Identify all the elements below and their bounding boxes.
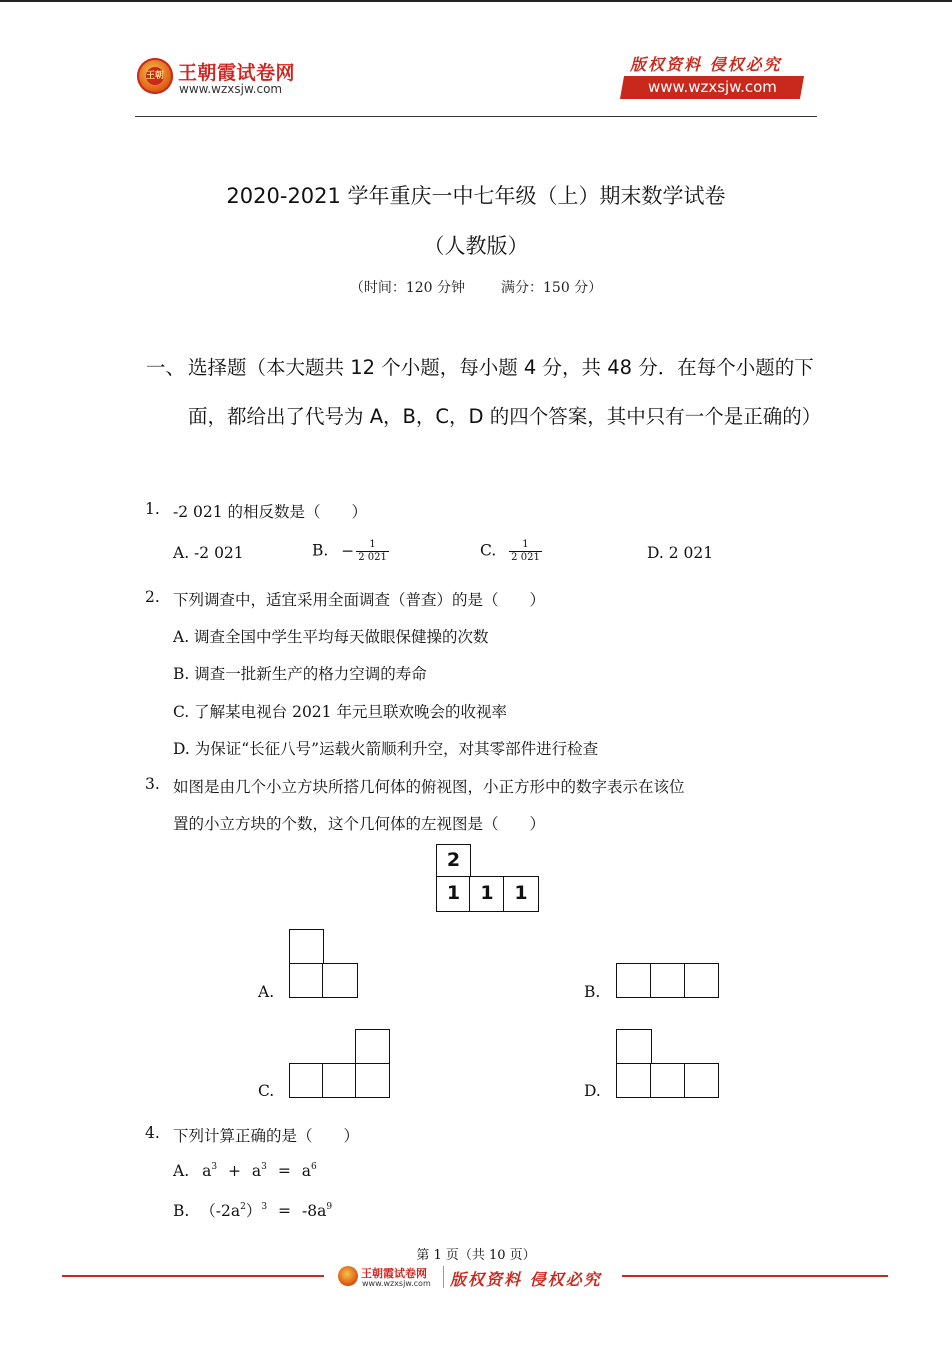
- q3-grid-cell-bottom-1: 1: [436, 876, 471, 912]
- q2-option-d: D. 为保证“长征八号”运载火箭顺利升空，对其零部件进行检查: [173, 740, 599, 758]
- q4-a-equals: =: [277, 1162, 291, 1180]
- q3-option-b-cell: [684, 963, 719, 998]
- exam-time: （时间：120 分钟: [349, 280, 465, 296]
- header-divider: [135, 116, 817, 117]
- q4-b-lhs-exp: 2: [240, 1202, 246, 1212]
- section-number: 一、: [146, 356, 186, 379]
- q1-option-c-label: C.: [480, 541, 497, 560]
- q1-option-b-fraction: [356, 539, 389, 564]
- q1-option-c-fraction: [509, 539, 542, 564]
- q4-a-term2: a: [251, 1162, 262, 1180]
- q3-number: 3.: [145, 775, 160, 793]
- exam-meta: [0, 277, 952, 297]
- q4-b-result: -8a: [301, 1202, 327, 1220]
- q4-option-a-label: A.: [173, 1162, 190, 1180]
- brand-name: 王朝霞试卷网: [178, 62, 296, 84]
- q4-option-a: [173, 1162, 317, 1180]
- footer-logo-icon: [338, 1266, 358, 1286]
- q1-option-c-numerator: 1: [522, 539, 529, 550]
- q3-option-d-cell: [650, 1063, 686, 1098]
- exam-edition: （人教版）: [423, 234, 529, 258]
- q3-grid-cell-bottom-3: 1: [503, 876, 539, 912]
- footer-brand-url: www.wzxsjw.com: [362, 1279, 431, 1288]
- url-banner-text: www.wzxsjw.com: [647, 78, 777, 96]
- brand-logo-icon: [137, 58, 173, 94]
- exam-score: 满分：150 分）: [501, 280, 603, 296]
- q1-option-b-numerator: 1: [369, 539, 376, 550]
- q3-stem-line2: 置的小立方块的个数，这个几何体的左视图是（ ）: [173, 815, 546, 833]
- q1-number: 1.: [145, 500, 160, 518]
- q3-option-d-cell: [616, 1063, 652, 1098]
- q1-stem: -2 021 的相反数是（ ）: [173, 503, 368, 521]
- q2-option-c: C. 了解某电视台 2021 年元旦联欢晚会的收视率: [173, 703, 507, 721]
- q1-option-b: [312, 539, 389, 564]
- q3-option-a-cell: [322, 963, 358, 998]
- q3-option-d-label: D.: [584, 1082, 601, 1100]
- q3-option-b-cell: [650, 963, 686, 998]
- q3-option-c-label: C.: [258, 1082, 275, 1100]
- q4-a-exp1: 3: [211, 1162, 218, 1172]
- q2-option-a: A. 调查全国中学生平均每天做眼保健操的次数: [173, 628, 489, 646]
- q4-b-close: ）: [245, 1202, 262, 1220]
- q3-option-b-cell: [616, 963, 652, 998]
- footer-separator: [443, 1266, 444, 1288]
- url-banner[interactable]: [620, 76, 804, 99]
- q3-grid-cell-bottom-2: 1: [469, 876, 505, 912]
- q3-option-c-cell: [322, 1063, 357, 1098]
- page-number: 第 1 页（共 10 页）: [416, 1248, 536, 1263]
- q3-stem-line1: 如图是由几个小立方块所搭几何体的俯视图，小正方形中的数字表示在该位: [173, 778, 685, 796]
- q1-option-d: D. 2 021: [647, 544, 714, 562]
- q4-a-term1: a: [202, 1162, 212, 1180]
- section-heading: [146, 343, 822, 441]
- q4-stem: 下列计算正确的是（ ）: [173, 1127, 360, 1145]
- q4-option-b-label: B.: [173, 1202, 190, 1220]
- q4-a-result: a: [301, 1162, 312, 1180]
- q3-grid-cell-top: 2: [436, 844, 471, 878]
- q3-option-a-label: A.: [258, 983, 275, 1001]
- q3-option-d-cell: [684, 1063, 719, 1098]
- q3-option-a-cell: [289, 929, 324, 965]
- q4-a-plus: +: [227, 1162, 241, 1180]
- q2-option-b: B. 调查一批新生产的格力空调的寿命: [173, 665, 427, 683]
- q3-option-c-cell: [289, 1063, 324, 1098]
- q2-number: 2.: [145, 588, 160, 606]
- q1-option-b-label: B.: [312, 541, 329, 560]
- q4-b-equals: =: [278, 1202, 292, 1220]
- section-instructions: 选择题（本大题共 12 个小题，每小题 4 分，共 48 分．在每个小题的下面，都给出了代号为 A，B，C，D 的四个答案，其中只有一个是正确的）: [188, 356, 822, 428]
- q3-option-a-cell: [289, 963, 324, 998]
- q4-number: 4.: [145, 1124, 160, 1142]
- q4-a-exp2: 3: [261, 1162, 267, 1172]
- q1-option-c-denominator: 2 021: [511, 552, 540, 563]
- q4-b-outer-exp: 3: [261, 1202, 268, 1212]
- q3-option-d-cell: [616, 1029, 652, 1065]
- page-top-border: [0, 0, 952, 2]
- q1-option-a: A. -2 021: [173, 544, 244, 562]
- exam-title: 2020-2021 学年重庆一中七年级（上）期末数学试卷: [226, 184, 726, 208]
- footer-brand-name: 王朝霞试卷网: [361, 1267, 427, 1280]
- q1-option-b-denominator: 2 021: [358, 552, 387, 563]
- footer-copyright: 版权资料 侵权必究: [450, 1270, 602, 1289]
- footer-rule-right: [622, 1275, 888, 1277]
- q4-a-result-exp: 6: [311, 1162, 317, 1172]
- q1-option-c: [480, 539, 542, 564]
- q2-stem: 下列调查中，适宜采用全面调查（普查）的是（ ）: [173, 591, 546, 609]
- q4-option-b: [173, 1199, 332, 1221]
- q3-option-c-cell: [355, 1063, 390, 1098]
- copyright-notice: 版权资料 侵权必究: [630, 55, 782, 74]
- q4-b-result-exp: 9: [326, 1202, 333, 1212]
- brand-url: www.wzxsjw.com: [179, 82, 283, 96]
- q4-b-lhs: （-2a: [200, 1202, 241, 1220]
- q1-option-b-sign: −: [341, 541, 355, 560]
- q3-option-c-cell: [355, 1029, 390, 1065]
- logo-badge-text: 王朝: [146, 67, 164, 85]
- footer-rule-left: [62, 1275, 324, 1277]
- q3-option-b-label: B.: [584, 983, 601, 1001]
